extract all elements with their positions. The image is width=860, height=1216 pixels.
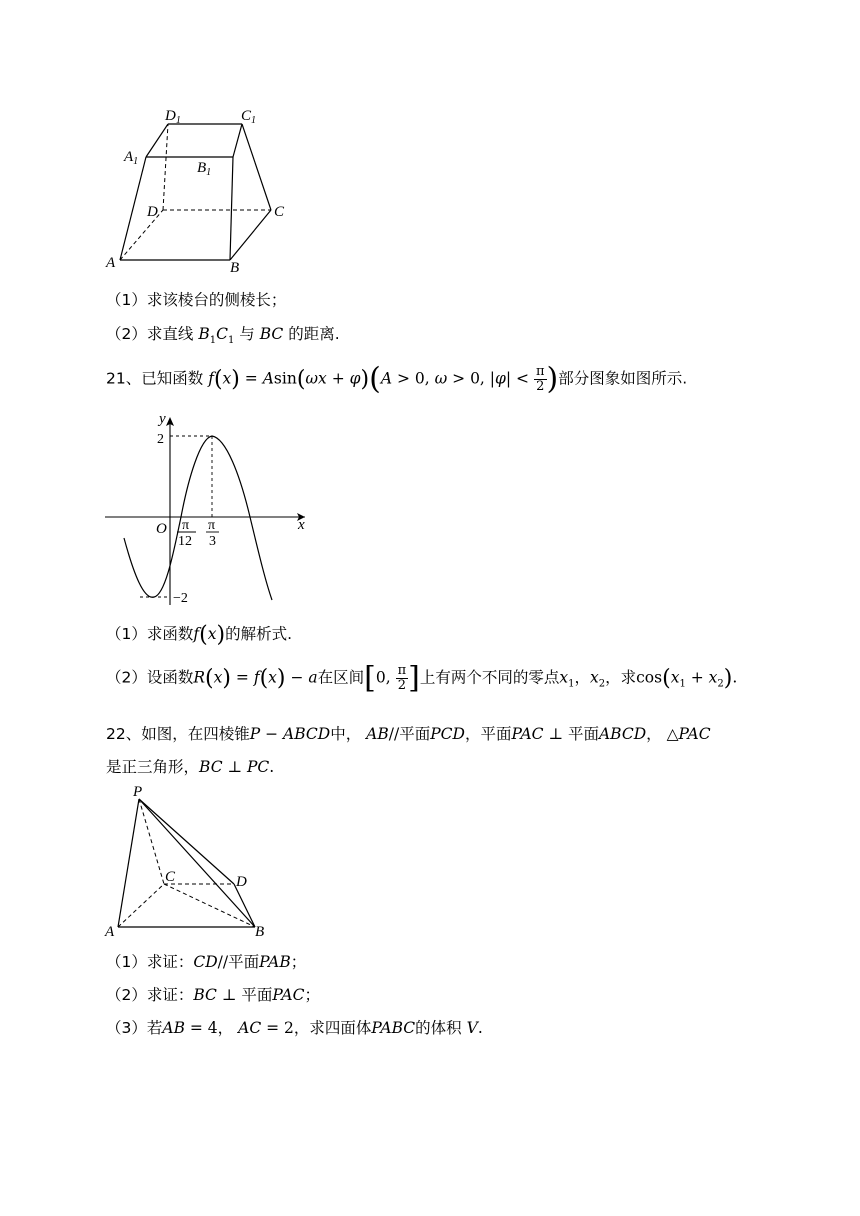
q22-line2: 是正三角形，BC ⊥ PC. (106, 758, 275, 776)
origin-label: O (156, 521, 167, 537)
q20-part2: （2）求直线 $B_1C_1$ 与 BC 的距离. (106, 325, 340, 347)
tick-pi-3-den: 3 (209, 534, 216, 549)
label-c1: $C_1$ (241, 108, 257, 126)
y-axis-label: y (159, 411, 166, 427)
label-d: D (147, 204, 158, 220)
q22-part1: （1）求证：CD//平面PAB； (106, 953, 307, 971)
x-axis-label: x (298, 517, 305, 533)
label-b: B (255, 924, 265, 940)
q20-part1: （1）求该棱台的侧棱长； (106, 291, 287, 309)
label-d1: $D_1$ (165, 108, 181, 126)
q21-part1: （1）求函数f(x)的解析式. (106, 622, 292, 648)
y-min-label: −2 (173, 591, 188, 606)
label-d: D (236, 874, 247, 890)
q21-part2: （2）设函数R(x) = f(x) − a在区间[0, $\frac{\pi}{2}$ ]上有两个不同的零点$x_1$，$x_2$，求$\cos(x_1 + x_2)$. (106, 660, 738, 696)
label-a: A (105, 924, 115, 940)
q21-intro: 21、已知函数 f(x) = Asin(ωx + φ)(A > 0, ω > 0, |φ| < $\frac{\pi}{2}$ )部分图象如图所示. (106, 361, 688, 397)
label-c: C (274, 204, 285, 220)
q22-part3: （3）若AB = 4， AC = 2，求四面体PABC的体积 V. (106, 1019, 483, 1037)
tick-pi-12-num: π (182, 518, 190, 533)
y-max-label: 2 (157, 432, 164, 447)
frustum-figure (100, 100, 300, 280)
pyramid-figure (100, 782, 270, 942)
tick-pi-12-den: 12 (178, 534, 192, 549)
sine-graph (100, 405, 320, 615)
sine-curve (124, 436, 272, 600)
label-b1: $B_1$ (197, 160, 212, 178)
label-c: C (165, 869, 176, 885)
q22-part2: （2）求证：BC ⊥ 平面PAC； (106, 986, 320, 1004)
label-a: A (106, 255, 116, 271)
q22-line1: 22、如图，在四棱锥P − ABCD中， AB//平面PCD，平面PAC ⊥ 平面ABCD， △PAC (106, 725, 711, 743)
tick-pi-3-num: π (208, 518, 216, 533)
label-a1: $A_1$ (124, 149, 139, 167)
label-b: B (230, 260, 240, 276)
label-p: P (133, 784, 143, 800)
